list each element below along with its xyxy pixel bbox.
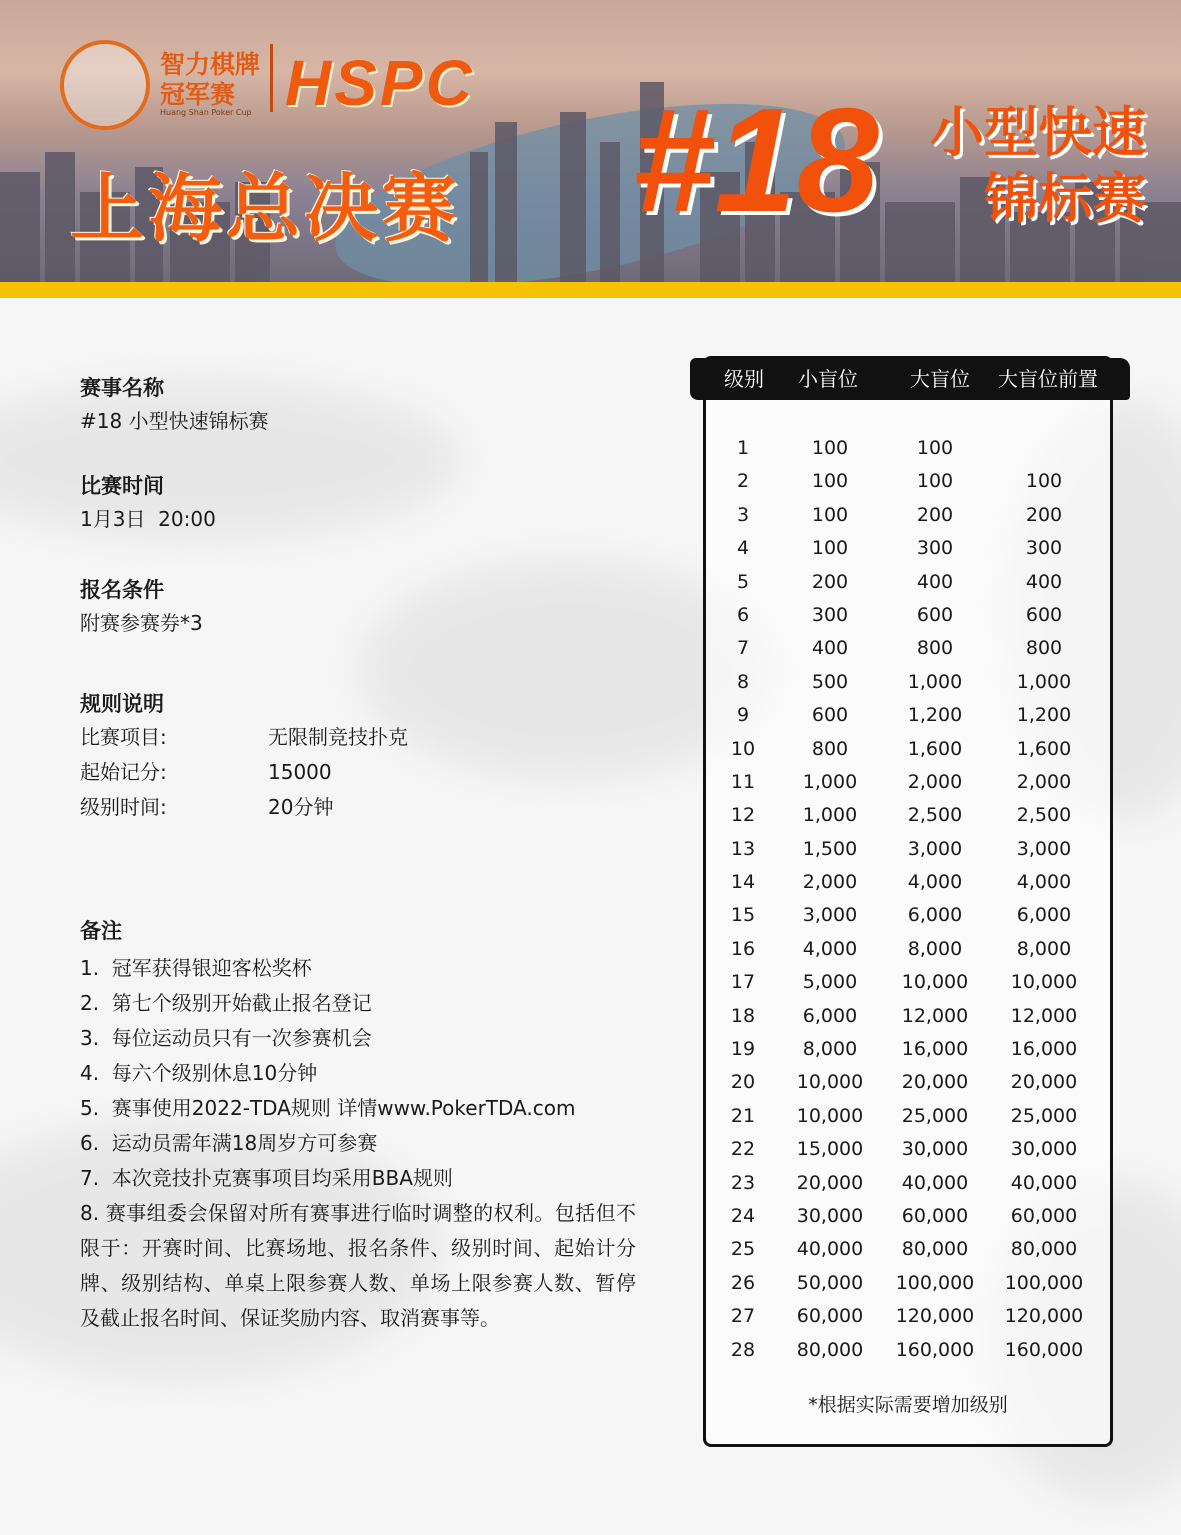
table-row xyxy=(706,666,1110,699)
cell-ante: 160,000 xyxy=(1004,1338,1084,1361)
rule-key: 级别时间: xyxy=(80,795,167,819)
cell-level: 25 xyxy=(730,1238,756,1261)
cell-small-blind: 30,000 xyxy=(796,1204,864,1227)
cell-big-blind: 2,500 xyxy=(907,804,963,827)
cell-level: 5 xyxy=(736,570,750,593)
cell-level: 24 xyxy=(730,1204,756,1227)
cell-big-blind: 25,000 xyxy=(901,1104,969,1127)
cell-level: 20 xyxy=(730,1071,756,1094)
cell-ante: 600 xyxy=(1025,603,1063,626)
cell-small-blind: 40,000 xyxy=(796,1238,864,1261)
rule-value: 20分钟 xyxy=(268,795,334,819)
event-number: #18 xyxy=(632,78,879,243)
cell-big-blind: 100 xyxy=(916,437,954,459)
cell-big-blind: 80,000 xyxy=(901,1238,969,1261)
cell-ante: 300 xyxy=(1025,537,1063,560)
cell-big-blind: 600 xyxy=(916,603,954,626)
cell-small-blind: 60,000 xyxy=(796,1305,864,1328)
cell-ante: 10,000 xyxy=(1010,971,1078,994)
cell-ante: 30,000 xyxy=(1010,1138,1078,1161)
rule-row xyxy=(80,755,650,790)
table-row xyxy=(706,733,1110,766)
time-label: 比赛时间 xyxy=(80,474,164,498)
cell-level: 2 xyxy=(736,470,750,493)
cell-small-blind: 1,000 xyxy=(802,770,858,793)
cell-small-blind: 80,000 xyxy=(796,1338,864,1361)
cell-level: 17 xyxy=(730,971,756,994)
logo-text: 智力棋牌冠军赛 xyxy=(160,50,261,109)
cell-small-blind: 8,000 xyxy=(802,1038,858,1061)
cell-small-blind: 800 xyxy=(811,737,849,760)
cell-ante: 80,000 xyxy=(1010,1238,1078,1261)
cell-level: 3 xyxy=(736,503,750,526)
cell-ante: 100 xyxy=(1025,470,1063,493)
cell-small-blind: 600 xyxy=(811,704,849,727)
cell-level: 28 xyxy=(730,1338,756,1361)
cell-big-blind: 4,000 xyxy=(907,871,963,894)
cell-small-blind: 1,000 xyxy=(802,804,858,827)
cell-big-blind: 12,000 xyxy=(901,1004,969,1027)
header-banner xyxy=(0,0,1181,282)
cell-big-blind: 1,600 xyxy=(907,737,963,760)
table-row xyxy=(706,899,1110,932)
cell-small-blind: 100 xyxy=(811,437,849,459)
cell-small-blind: 3,000 xyxy=(802,904,858,927)
cell-big-blind: 300 xyxy=(916,537,954,560)
rule-key: 起始记分: xyxy=(80,760,167,784)
table-row xyxy=(706,966,1110,999)
logo-subtext: Huang Shan Poker Cup xyxy=(160,108,252,117)
cell-small-blind: 100 xyxy=(811,503,849,526)
cell-ante: 1,000 xyxy=(1016,670,1072,693)
table-header xyxy=(690,358,1130,400)
cell-small-blind: 10,000 xyxy=(796,1071,864,1094)
cell-big-blind: 6,000 xyxy=(907,904,963,927)
note-item: 3. 每位运动员只有一次参赛机会 xyxy=(80,1026,372,1050)
table-row xyxy=(706,1267,1110,1300)
cell-level: 19 xyxy=(730,1038,756,1061)
cell-big-blind: 30,000 xyxy=(901,1138,969,1161)
cell-level: 8 xyxy=(736,670,750,693)
table-row xyxy=(706,833,1110,866)
cell-big-blind: 200 xyxy=(916,503,954,526)
cell-small-blind: 15,000 xyxy=(796,1138,864,1161)
cell-ante: 8,000 xyxy=(1016,937,1072,960)
notes-label: 备注 xyxy=(80,919,122,943)
table-row xyxy=(706,1300,1110,1333)
cell-ante: 1,200 xyxy=(1016,704,1072,727)
cell-level: 7 xyxy=(736,637,750,660)
cell-level: 12 xyxy=(730,804,756,827)
table-row xyxy=(706,799,1110,832)
table-row xyxy=(706,432,1110,465)
cell-ante: 20,000 xyxy=(1010,1071,1078,1094)
cell-ante: 400 xyxy=(1025,570,1063,593)
cell-ante: 25,000 xyxy=(1010,1104,1078,1127)
event-title-line1: 小型快速 xyxy=(930,101,1146,164)
rule-value: 15000 xyxy=(268,760,332,784)
table-row xyxy=(706,632,1110,665)
cell-ante: 12,000 xyxy=(1010,1004,1078,1027)
rules-label: 规则说明 xyxy=(80,692,164,716)
table-row xyxy=(706,933,1110,966)
cell-big-blind: 120,000 xyxy=(895,1305,975,1328)
entry-label: 报名条件 xyxy=(80,578,164,602)
cell-big-blind: 800 xyxy=(916,637,954,660)
brand-title: HSPC xyxy=(285,47,475,119)
header-big-blind: 大盲位 xyxy=(910,367,970,391)
table-row xyxy=(706,1233,1110,1266)
cell-small-blind: 400 xyxy=(811,637,849,660)
table-row xyxy=(706,499,1110,532)
table-row xyxy=(706,566,1110,599)
time-value: 1月3日 20:00 xyxy=(80,507,216,531)
cell-level: 16 xyxy=(730,937,756,960)
header-big-blind-ante: 大盲位前置 xyxy=(998,367,1098,391)
entry-value: 附赛参赛券*3 xyxy=(80,611,203,635)
event-title-line2: 锦标赛 xyxy=(984,167,1146,230)
cell-ante: 40,000 xyxy=(1010,1171,1078,1194)
note-item: 2. 第七个级别开始截止报名登记 xyxy=(80,991,372,1015)
cell-ante: 16,000 xyxy=(1010,1038,1078,1061)
cell-level: 10 xyxy=(730,737,756,760)
event-info xyxy=(80,372,650,1336)
cell-ante: 100,000 xyxy=(1004,1271,1084,1294)
cell-small-blind: 100 xyxy=(811,470,849,493)
cell-level: 22 xyxy=(730,1138,756,1161)
table-row xyxy=(706,1133,1110,1166)
cell-small-blind: 300 xyxy=(811,603,849,626)
cell-big-blind: 10,000 xyxy=(901,971,969,994)
cell-level: 9 xyxy=(736,704,750,727)
cell-big-blind: 100 xyxy=(916,470,954,493)
table-row xyxy=(706,1334,1110,1367)
cell-big-blind: 2,000 xyxy=(907,770,963,793)
cell-big-blind: 60,000 xyxy=(901,1204,969,1227)
table-footnote: *根据实际需要增加级别 xyxy=(808,1394,1008,1416)
cell-small-blind: 10,000 xyxy=(796,1104,864,1127)
table-row xyxy=(706,699,1110,732)
cell-level: 18 xyxy=(730,1004,756,1027)
event-title xyxy=(924,100,1146,232)
cell-small-blind: 5,000 xyxy=(802,971,858,994)
cell-big-blind: 160,000 xyxy=(895,1338,975,1361)
table-row xyxy=(706,766,1110,799)
note-item: 1. 冠军获得银迎客松奖杯 xyxy=(80,956,312,980)
table-row xyxy=(706,599,1110,632)
cell-small-blind: 2,000 xyxy=(802,871,858,894)
note-item: 5. 赛事使用2022-TDA规则 详情www.PokerTDA.com xyxy=(80,1096,576,1120)
cell-level: 4 xyxy=(736,537,750,560)
rule-key: 比赛项目: xyxy=(80,725,167,749)
header-level: 级别 xyxy=(724,367,764,391)
table-row xyxy=(706,532,1110,565)
table-row xyxy=(706,866,1110,899)
cell-big-blind: 400 xyxy=(916,570,954,593)
cell-big-blind: 3,000 xyxy=(907,837,963,860)
cell-ante: 1,600 xyxy=(1016,737,1072,760)
cell-small-blind: 50,000 xyxy=(796,1271,864,1294)
cell-level: 15 xyxy=(730,904,756,927)
cell-ante: 2,000 xyxy=(1016,770,1072,793)
table-row xyxy=(706,1167,1110,1200)
cell-level: 13 xyxy=(730,837,756,860)
table-row xyxy=(706,1066,1110,1099)
cell-big-blind: 8,000 xyxy=(907,937,963,960)
table-row xyxy=(706,1100,1110,1133)
cell-level: 14 xyxy=(730,871,756,894)
cell-ante: 200 xyxy=(1025,503,1063,526)
rule-row xyxy=(80,790,650,825)
cell-ante: 120,000 xyxy=(1004,1305,1084,1328)
cell-small-blind: 1,500 xyxy=(802,837,858,860)
cell-small-blind: 20,000 xyxy=(796,1171,864,1194)
rule-value: 无限制竞技扑克 xyxy=(268,725,408,749)
cell-ante: 4,000 xyxy=(1016,871,1072,894)
cell-level: 6 xyxy=(736,603,750,626)
cell-big-blind: 20,000 xyxy=(901,1071,969,1094)
cell-big-blind: 16,000 xyxy=(901,1038,969,1061)
cell-level: 1 xyxy=(736,437,750,459)
cell-small-blind: 6,000 xyxy=(802,1004,858,1027)
table-row xyxy=(706,1000,1110,1033)
cell-small-blind: 4,000 xyxy=(802,937,858,960)
cell-small-blind: 200 xyxy=(811,570,849,593)
cell-level: 21 xyxy=(730,1104,756,1127)
table-row xyxy=(706,465,1110,498)
cell-big-blind: 1,000 xyxy=(907,670,963,693)
note-item-adjustments: 8. 赛事组委会保留对所有赛事进行临时调整的权利。包括但不限于：开赛时间、比赛场地、报名条件、级别时间、起始计分牌、级别结构、单桌上限参赛人数、单场上限参赛人数、暂停及截止报名时间、保证奖励内容、取消赛事等。 xyxy=(80,1201,636,1330)
cell-ante: 6,000 xyxy=(1016,904,1072,927)
cell-level: 26 xyxy=(730,1271,756,1294)
note-item: 6. 运动员需年满18周岁方可参赛 xyxy=(80,1131,378,1155)
cell-ante: 60,000 xyxy=(1010,1204,1078,1227)
city-title: 上海总决赛 xyxy=(70,166,460,252)
cell-small-blind: 500 xyxy=(811,670,849,693)
cell-big-blind: 100,000 xyxy=(895,1271,975,1294)
note-item: 7. 本次竞技扑克赛事项目均采用BBA规则 xyxy=(80,1166,453,1190)
note-item: 4. 每六个级别休息10分钟 xyxy=(80,1061,318,1085)
cell-ante: 2,500 xyxy=(1016,804,1072,827)
cell-big-blind: 40,000 xyxy=(901,1171,969,1194)
banner-bottom-bar xyxy=(0,282,1181,298)
cell-big-blind: 1,200 xyxy=(907,704,963,727)
rule-row xyxy=(80,720,650,755)
cell-small-blind: 100 xyxy=(811,537,849,560)
logo-divider xyxy=(270,44,273,112)
logo-emblem xyxy=(60,40,150,130)
name-value: #18 小型快速锦标赛 xyxy=(80,409,269,433)
header-small-blind: 小盲位 xyxy=(798,367,858,391)
table-row xyxy=(706,1200,1110,1233)
name-label: 赛事名称 xyxy=(80,376,164,400)
cell-ante: 800 xyxy=(1025,637,1063,660)
cell-ante: 3,000 xyxy=(1016,837,1072,860)
table-body xyxy=(706,432,1110,1367)
cell-level: 27 xyxy=(730,1305,756,1328)
cell-level: 11 xyxy=(730,770,756,793)
table-row xyxy=(706,1033,1110,1066)
cell-level: 23 xyxy=(730,1171,756,1194)
